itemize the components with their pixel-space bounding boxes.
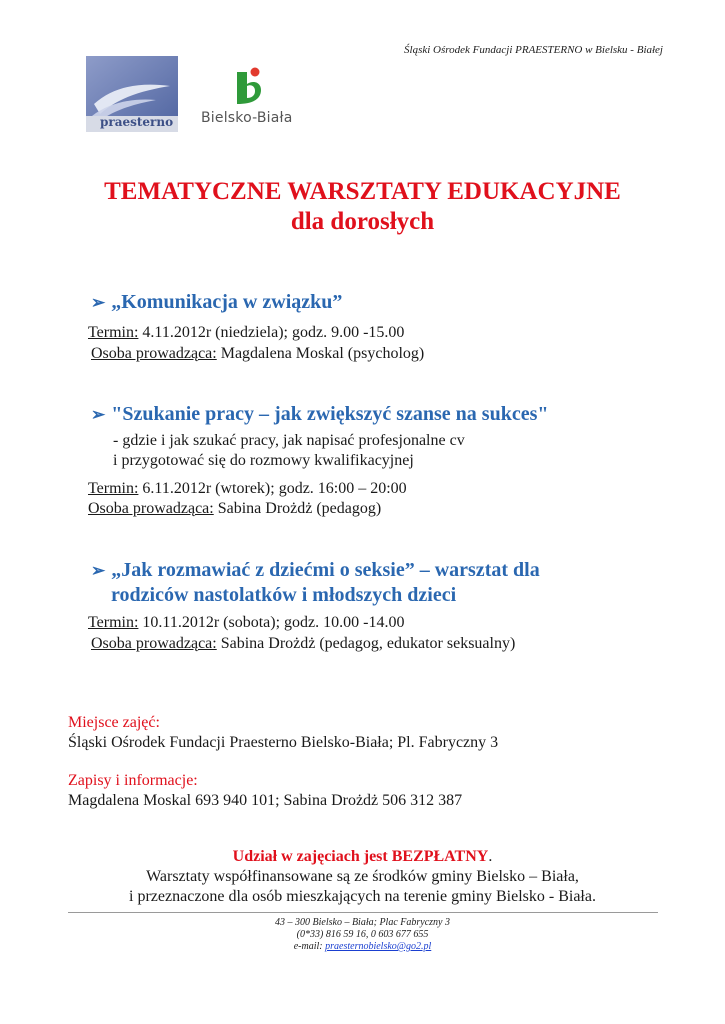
free-notice-text: Udział w zajęciach jest BEZPŁATNY xyxy=(232,848,489,865)
praesterno-logo-text: praesterno xyxy=(100,115,174,129)
footer-email xyxy=(0,941,725,953)
arrowhead-bullet-icon: ➢ xyxy=(91,405,106,424)
workshop-2-term xyxy=(88,478,407,499)
main-title-line1: TEMATYCZNE WARSZTATY EDUKACYJNE xyxy=(104,178,621,205)
term-value: 6.11.2012r (wtorek); godz. 16:00 – 20:00 xyxy=(138,480,407,497)
venue-value: Śląski Ośrodek Fundacji Praesterno Bielsko-Biała; Pl. Fabryczny 3 xyxy=(68,734,499,751)
arrowhead-bullet-icon: ➢ xyxy=(91,561,106,580)
lead-label: Osoba prowadząca: xyxy=(88,500,214,517)
header-note: Śląski Ośrodek Fundacji PRAESTERNO w Bielsku - Białej xyxy=(404,44,663,56)
lead-value: Magdalena Moskal (psycholog) xyxy=(216,345,425,362)
term-label: Termin: xyxy=(88,614,139,631)
footer-phones: (0*33) 816 59 16, 0 603 677 655 xyxy=(296,929,429,940)
registration-label: Zapisy i informacje: xyxy=(68,772,198,789)
lead-value: Sabina Drożdż (pedagog, edukator seksualny) xyxy=(216,635,516,652)
footer-email-link[interactable]: praesternobielsko@go2.pl xyxy=(325,941,432,952)
workshop-2-desc-1: - gdzie i jak szukać pracy, jak napisać profesjonalne cv xyxy=(113,432,465,449)
arrowhead-bullet-icon: ➢ xyxy=(91,293,106,312)
term-label: Termin: xyxy=(88,480,139,497)
workshop-1-title xyxy=(91,289,342,316)
workshop-2-lead xyxy=(88,498,381,519)
term-value: 4.11.2012r (niedziela); godz. 9.00 -15.00 xyxy=(138,324,405,341)
lead-value: Sabina Drożdż (pedagog) xyxy=(213,500,382,517)
footer-divider xyxy=(68,912,658,913)
venue-label: Miejsce zajęć: xyxy=(68,714,160,731)
workshop-3-title-line2: rodziców nastolatków i młodszych dzieci xyxy=(111,584,457,606)
lead-label: Osoba prowadząca: xyxy=(91,635,217,652)
bielsko-biala-logo-icon xyxy=(231,66,269,106)
bielsko-biala-logo-text: Bielsko-Biała xyxy=(201,110,293,126)
workshop-3-title xyxy=(91,557,540,584)
funding-notice: Warsztaty współfinansowane są ze środków gminy Bielsko – Biała, xyxy=(146,868,579,885)
workshop-3-lead xyxy=(91,633,515,654)
eligibility-notice: i przeznaczone dla osób mieszkających na terenie gminy Bielsko - Biała. xyxy=(129,888,596,905)
footer-email-label: e-mail: xyxy=(293,941,326,952)
footer-address: 43 – 300 Bielsko – Biała; Plac Fabryczny 3 xyxy=(275,917,450,928)
lead-label: Osoba prowadząca: xyxy=(91,345,217,362)
term-value: 10.11.2012r (sobota); godz. 10.00 -14.00 xyxy=(138,614,405,631)
registration-value: Magdalena Moskal 693 940 101; Sabina Drożdż 506 312 387 xyxy=(68,792,463,809)
workshop-3-term xyxy=(88,612,404,633)
bielsko-biala-logo-mark xyxy=(231,66,269,106)
free-notice xyxy=(0,846,725,867)
workshop-1-title-text: „Komunikacja w związku” xyxy=(111,291,343,313)
workshop-1-term xyxy=(88,322,404,343)
workshop-2-title-text: "Szukanie pracy – jak zwiększyć szanse na sukces" xyxy=(111,403,549,425)
free-notice-dot: . xyxy=(488,848,493,865)
term-label: Termin: xyxy=(88,324,139,341)
workshop-2-desc-2: i przygotować się do rozmowy kwalifikacyjnej xyxy=(113,452,414,469)
workshop-2-title xyxy=(91,401,548,428)
praesterno-logo xyxy=(86,56,178,132)
workshop-1-lead xyxy=(91,343,424,364)
workshop-3-title-line1: „Jak rozmawiać z dziećmi o seksie” – warsztat dla xyxy=(111,559,540,581)
main-title-line2: dla dorosłych xyxy=(290,208,435,235)
